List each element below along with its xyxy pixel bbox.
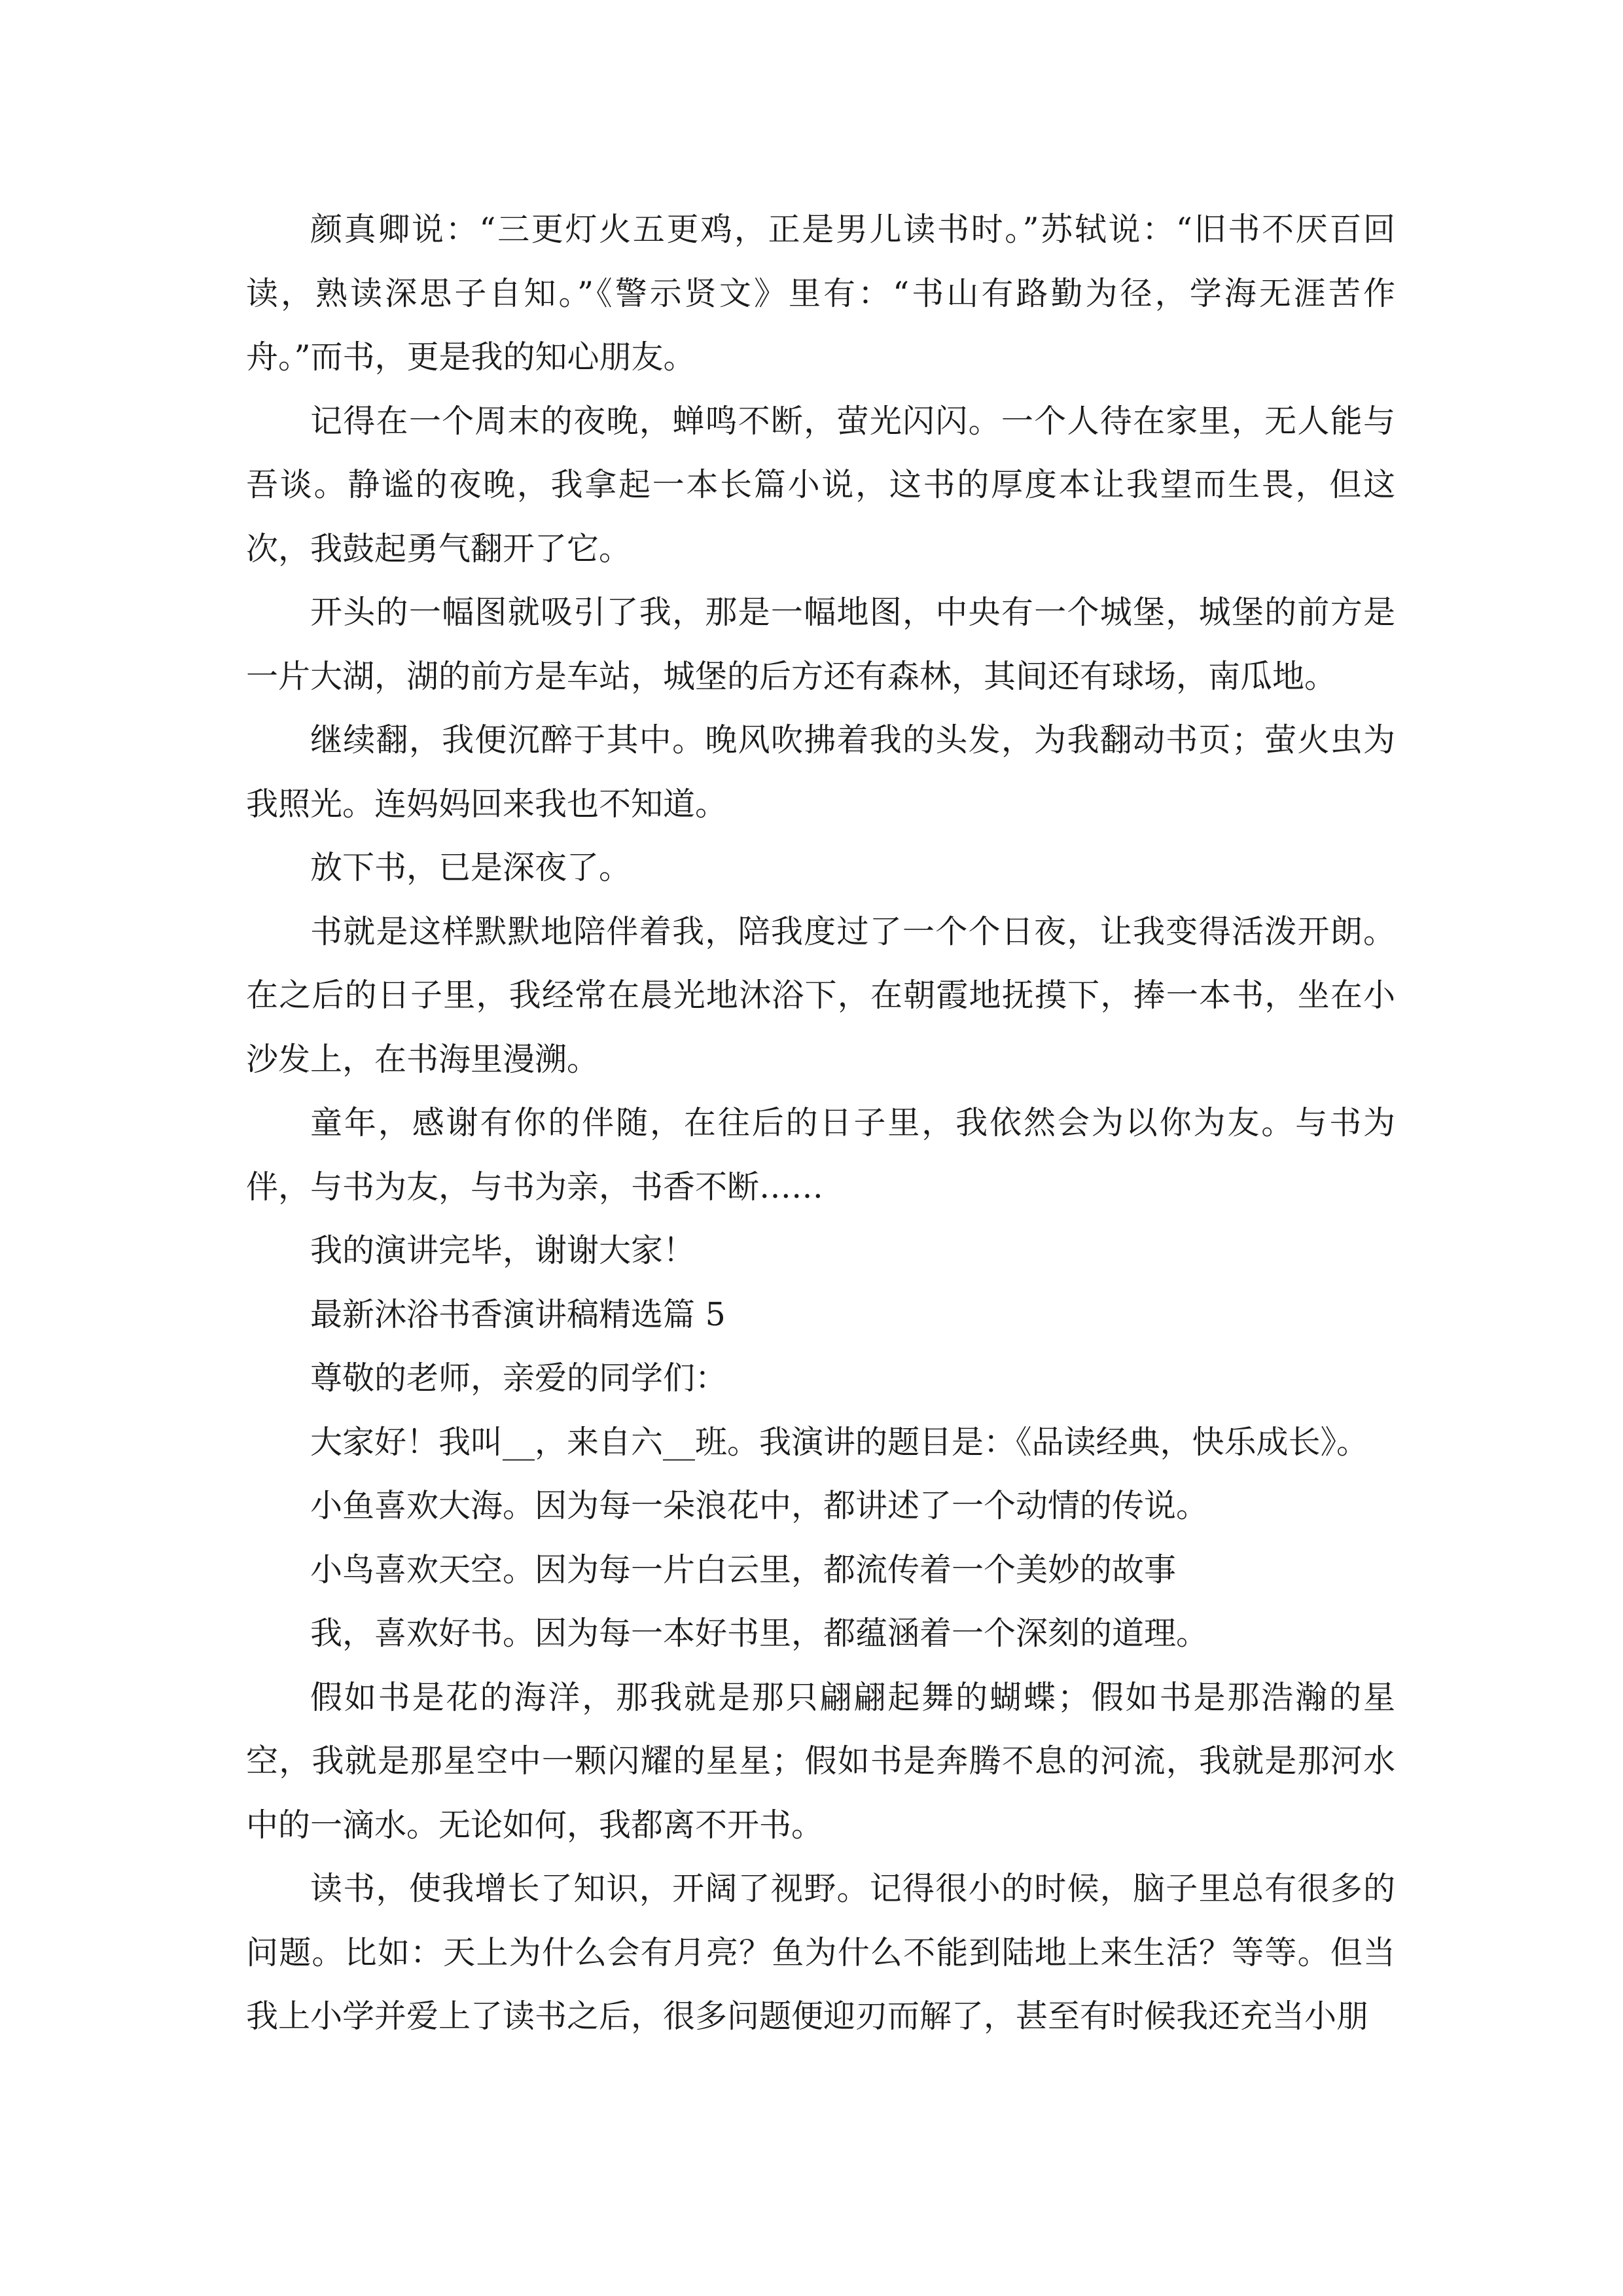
- section-heading: 最新沐浴书香演讲稿精选篇 5: [310, 1295, 726, 1333]
- paragraph-weekend-night: 记得在一个周末的夜晚，蝉鸣不断，萤光闪闪。一个人待在家里，无人能与吾谈。静谧的夜晚，我拿起一本长篇小说，这书的厚度本让我望而生畏，但这次，我鼓起勇气翻开了它。: [246, 402, 1395, 567]
- paragraph-map: 开头的一幅图就吸引了我，那是一幅地图，中央有一个城堡，城堡的前方是一片大湖，湖的前方是车站，城堡的后方还有森林，其间还有球场，南瓜地。: [246, 594, 1395, 695]
- paragraph-fish: 小鱼喜欢大海。因为每一朵浪花中，都讲述了一个动情的传说。: [310, 1487, 1209, 1524]
- paragraph-good-books: 我，喜欢好书。因为每一本好书里，都蕴涵着一个深刻的道理。: [310, 1615, 1209, 1652]
- paragraph-introduction: 大家好！我叫__，来自六__班。我演讲的题目是：《品读经典，快乐成长》。: [310, 1423, 1369, 1461]
- salutation: 尊敬的老师，亲爱的同学们：: [310, 1359, 728, 1397]
- paragraph-bird: 小鸟喜欢天空。因为每一片白云里，都流传着一个美妙的故事: [310, 1551, 1177, 1588]
- paragraph-childhood: 童年，感谢有你的伴随，在往后的日子里，我依然会为以你为友。与书为伴，与书为友，与书为亲，书香不断……: [246, 1104, 1395, 1206]
- paragraph-continue-reading: 继续翻，我便沉醉于其中。晚风吹拂着我的头发，为我翻动书页；萤火虫为我照光。连妈妈回来我也不知道。: [246, 721, 1395, 823]
- paragraph-quotes: 颜真卿说：“三更灯火五更鸡，正是男儿读书时。”苏轼说：“旧书不厌百回读，熟读深思子自知。”《警示贤文》里有：“书山有路勤为径，学海无涯苦作舟。”而书，更是我的知心朋友。: [246, 211, 1395, 376]
- paragraph-knowledge: 读书，使我增长了知识，开阔了视野。记得很小的时候，脑子里总有很多的问题。比如：天上为什么会有月亮？鱼为什么不能到陆地上来生活？等等。但当我上小学并爱上了读书之后，很多问题便迎刃而解了，甚至有时候我还充当小朋: [246, 1870, 1395, 2035]
- paragraph-companion: 书就是这样默默地陪伴着我，陪我度过了一个个日夜，让我变得活泼开朗。在之后的日子里，我经常在晨光地沐浴下，在朝霞地抚摸下，捧一本书，坐在小沙发上，在书海里漫溯。: [246, 912, 1395, 1078]
- paragraph-metaphors: 假如书是花的海洋，那我就是那只翩翩起舞的蝴蝶；假如书是那浩瀚的星空，我就是那星空中一颗闪耀的星星；假如书是奔腾不息的河流，我就是那河水中的一滴水。无论如何，我都离不开书。: [246, 1678, 1395, 1844]
- document-body: [246, 198, 1395, 2049]
- paragraph-closing: 我的演讲完毕，谢谢大家！: [310, 1232, 696, 1269]
- paragraph-late-night: 放下书，已是深夜了。: [310, 849, 632, 886]
